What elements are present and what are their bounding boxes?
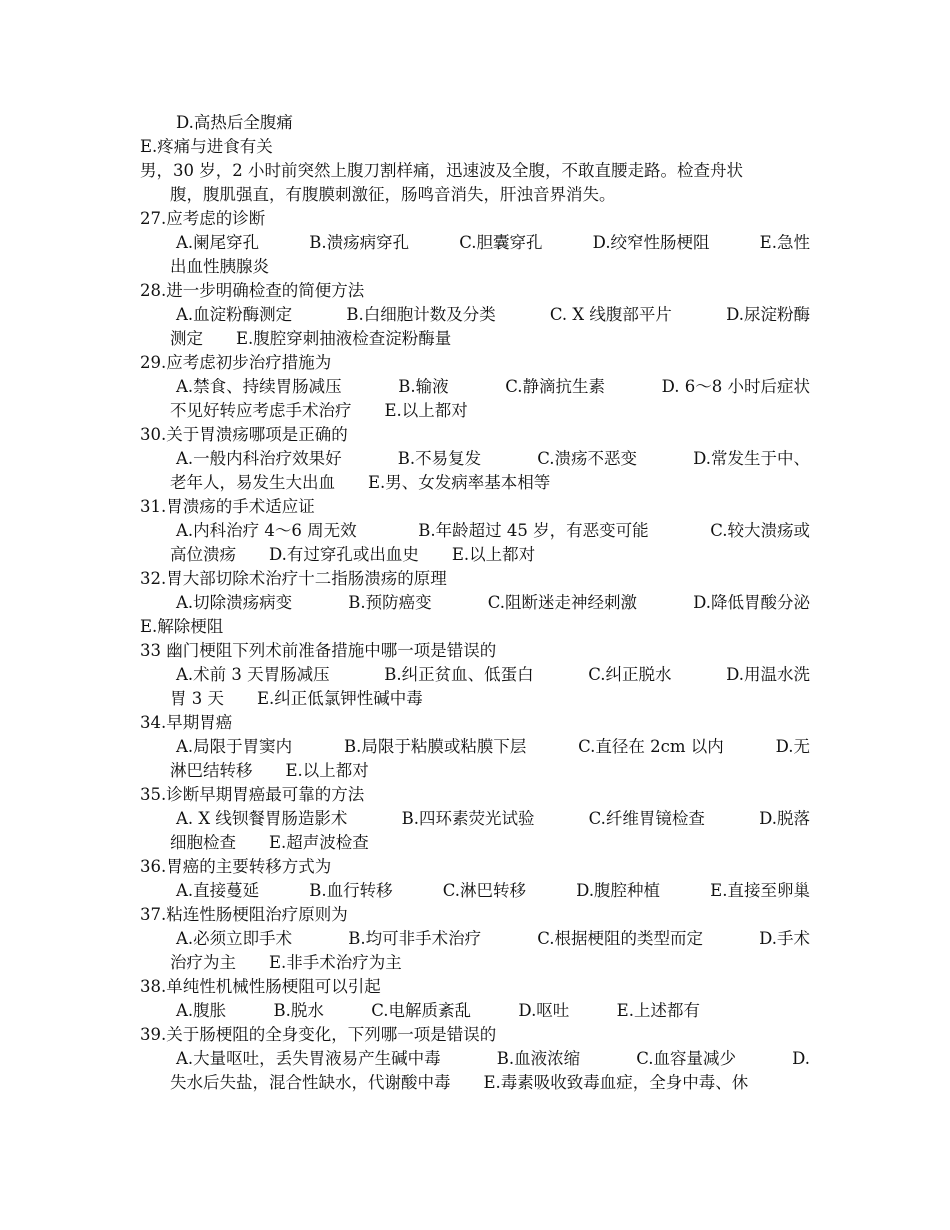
text-line: 出血性胰腺炎: [170, 257, 269, 276]
option: A.腹胀: [176, 1001, 227, 1020]
options-row: [176, 519, 810, 543]
text-line: 测定 E.腹腔穿刺抽液检查淀粉酶量: [170, 329, 452, 348]
options-row: [176, 999, 700, 1023]
option: D.常发生于中、: [693, 449, 810, 468]
text-line: E.解除梗阻: [140, 617, 224, 636]
option: A.直接蔓延: [176, 881, 260, 900]
options-row: [176, 1047, 810, 1071]
options-row: [176, 663, 810, 687]
option: D.腹腔种植: [576, 881, 661, 900]
option: A.阑尾穿孔: [176, 233, 260, 252]
option: B.白细胞计数及分类: [346, 305, 496, 324]
question-38: 38.单纯性机械性肠梗阻可以引起: [140, 977, 381, 996]
question-35: 35.诊断早期胃癌最可靠的方法: [140, 785, 365, 804]
option: D.呕吐: [518, 1001, 570, 1020]
option: A.禁食、持续胃肠减压: [176, 377, 342, 396]
text-line: 细胞检查 E.超声波检查: [170, 833, 369, 852]
case-description: 腹，腹肌强直，有腹膜刺激征，肠鸣音消失，肝浊音界消失。: [170, 185, 616, 204]
option: B.溃疡病穿孔: [309, 233, 410, 252]
option: B.局限于粘膜或粘膜下层: [343, 737, 527, 756]
option: D. 6～8 小时后症状: [661, 377, 810, 396]
option: C.阻断迷走神经刺激: [487, 593, 637, 612]
option: B.脱水: [273, 1001, 324, 1020]
option: B.四环素荧光试验: [401, 809, 535, 828]
text-line: E.疼痛与进食有关: [140, 137, 273, 156]
option: D.: [792, 1049, 810, 1068]
option: C.溃疡不恶变: [537, 449, 637, 468]
options-row: [176, 879, 810, 903]
question-34: 34.早期胃癌: [140, 713, 233, 732]
option: C. X 线腹部平片: [549, 305, 672, 324]
option: C.血容量减少: [636, 1049, 736, 1068]
option: B.纠正贫血、低蛋白: [384, 665, 534, 684]
option: C.根据梗阻的类型而定: [537, 929, 703, 948]
question-39: 39.关于肠梗阻的全身变化，下列哪一项是错误的: [140, 1025, 497, 1044]
options-row: [176, 375, 810, 399]
text-line: 胃 3 天 E.纠正低氯钾性碱中毒: [170, 689, 423, 708]
text-line: 老年人，易发生大出血 E.男、女发病率基本相等: [170, 473, 551, 492]
option: B.预防癌变: [348, 593, 432, 612]
options-row: [176, 591, 810, 615]
option: B.输液: [398, 377, 449, 396]
text-line: 高位溃疡 D.有过穿孔或出血史 E.以上都对: [170, 545, 536, 564]
question-31: 31.胃溃疡的手术适应证: [140, 497, 315, 516]
option: A.血淀粉酶测定: [176, 305, 293, 324]
option: D.尿淀粉酶: [726, 305, 810, 324]
option: D.用温水洗: [726, 665, 810, 684]
option: E.急性: [759, 233, 810, 252]
option: D.降低胃酸分泌: [693, 593, 810, 612]
options-row: [176, 807, 810, 831]
option: A.术前 3 天胃肠减压: [176, 665, 330, 684]
case-description: 男，30 岁，2 小时前突然上腹刀割样痛，迅速波及全腹，不敢直腰走路。检查舟状: [140, 161, 743, 180]
option: C.静滴抗生素: [505, 377, 606, 396]
option: A.一般内科治疗效果好: [176, 449, 342, 468]
options-row: [176, 231, 810, 255]
text-line: 不见好转应考虑手术治疗 E.以上都对: [170, 401, 468, 420]
option: C.纤维胃镜检查: [588, 809, 705, 828]
options-row: [176, 735, 810, 759]
option: C.电解质紊乱: [371, 1001, 472, 1020]
option: A.大量呕吐，丢失胃液易产生碱中毒: [176, 1049, 441, 1068]
question-36: 36.胃癌的主要转移方式为: [140, 857, 332, 876]
option: B.不易复发: [397, 449, 482, 468]
option: D.脱落: [759, 809, 810, 828]
option: D.手术: [759, 929, 810, 948]
option: B.血行转移: [309, 881, 393, 900]
option: B.血液浓缩: [496, 1049, 581, 1068]
text-line: 淋巴结转移 E.以上都对: [170, 761, 369, 780]
option: B.均可非手术治疗: [348, 929, 482, 948]
option: A.局限于胃窦内: [176, 737, 293, 756]
option: C.纠正脱水: [588, 665, 672, 684]
option: B.年龄超过 45 岁，有恶变可能: [418, 521, 649, 540]
question-30: 30.关于胃溃疡哪项是正确的: [140, 425, 348, 444]
option: C.胆囊穿孔: [459, 233, 543, 252]
option: A.切除溃疡病变: [176, 593, 293, 612]
question-33: 33 幽门梗阻下列术前准备措施中哪一项是错误的: [140, 641, 497, 660]
question-29: 29.应考虑初步治疗措施为: [140, 353, 332, 372]
option: C.较大溃疡或: [710, 521, 810, 540]
option: D.无: [775, 737, 810, 756]
option: E.上述都有: [616, 1001, 700, 1020]
question-37: 37.粘连性肠梗阻治疗原则为: [140, 905, 348, 924]
option: C.淋巴转移: [442, 881, 527, 900]
text-line: 治疗为主 E.非手术治疗为主: [170, 953, 402, 972]
options-row: [176, 447, 810, 471]
question-32: 32.胃大部切除术治疗十二指肠溃疡的原理: [140, 569, 447, 588]
option: A.内科治疗 4～6 周无效: [176, 521, 357, 540]
option: C.直径在 2cm 以内: [578, 737, 724, 756]
option: D.绞窄性肠梗阻: [592, 233, 710, 252]
option: A.必须立即手术: [176, 929, 293, 948]
question-27: 27.应考虑的诊断: [140, 209, 266, 228]
option: A. X 线钡餐胃肠造影术: [176, 809, 348, 828]
options-row: [176, 927, 810, 951]
question-28: 28.进一步明确检查的简便方法: [140, 281, 365, 300]
option: E.直接至卵巢: [710, 881, 810, 900]
options-row: [176, 303, 810, 327]
text-line: 失水后失盐，混合性缺水，代谢酸中毒 E.毒素吸收致毒血症，全身中毒、休: [170, 1073, 749, 1092]
text-line: D.高热后全腹痛: [176, 113, 293, 132]
